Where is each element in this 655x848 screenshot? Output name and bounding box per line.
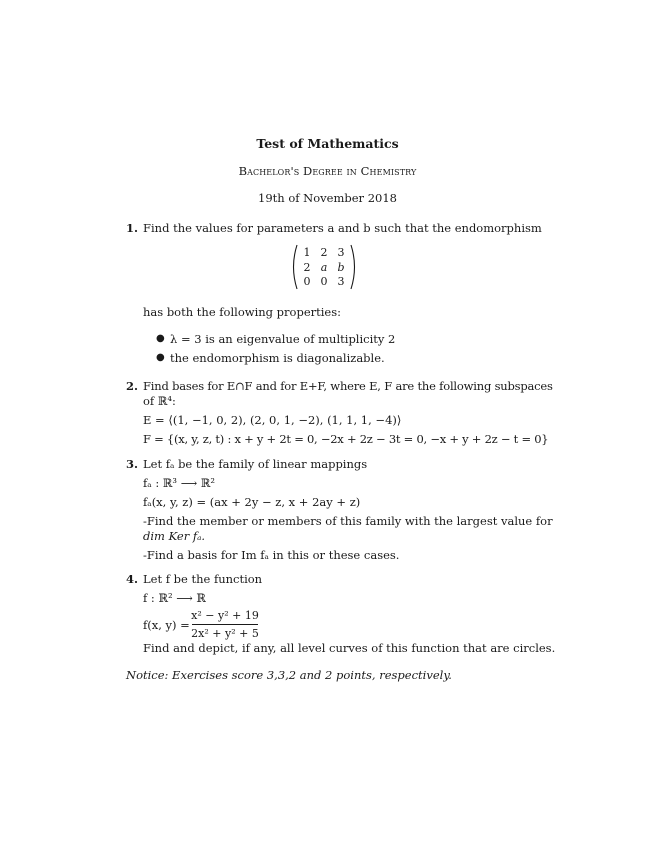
q4-map: f : ℝ² ⟶ ℝ [143, 591, 206, 605]
matrix-cell: 2 [320, 246, 328, 259]
q2-line2: of ℝ⁴: [143, 394, 176, 408]
exam-date: 19th of November 2018 [258, 191, 397, 205]
page-title: Test of Mathematics [256, 136, 399, 151]
q3-map: fₐ : ℝ³ ⟶ ℝ² [143, 476, 216, 490]
q3-task1a: -Find the member or members of this family with the largest value for [143, 514, 553, 528]
bullet-icon: ● [156, 333, 165, 344]
matrix-cell: 1 [303, 246, 311, 259]
q2-subspace-F: F = {(x, y, z, t) : x + y + 2t = 0, −2x + 2z − 3t = 0, −x + y + 2z − t = 0} [143, 432, 549, 446]
q4-line1: Let f be the function [143, 572, 263, 586]
q4-lhs: f(x, y) = [143, 618, 190, 632]
matrix-cell: 0 [303, 275, 311, 288]
bullet-icon: ● [156, 352, 165, 363]
q3-number: 3. [126, 457, 139, 471]
q4-denominator: 2x² + y² + 5 [191, 627, 259, 640]
q1-bullet-1: λ = 3 is an eigenvalue of multiplicity 2 [170, 332, 396, 346]
q1-intro: Find the values for parameters a and b such that the endomorphism [143, 221, 542, 235]
page-subtitle: Bachelor's Degree in Chemistry [238, 164, 417, 178]
q4-number: 4. [126, 572, 139, 586]
notice: Notice: Exercises score 3,3,2 and 2 points, respectively. [126, 668, 452, 682]
q1-after: has both the following properties: [143, 305, 342, 319]
q2-line1: Find bases for E∩F and for E+F, where E, F are the following subspaces [143, 379, 553, 393]
matrix-cell: 3 [337, 275, 345, 288]
matrix-cell: b [337, 261, 345, 274]
q1-matrix [290, 244, 358, 290]
q2-subspace-E: E = ⟨(1, −1, 0, 2), (2, 0, 1, −2), (1, 1, 1, −4)⟩ [143, 413, 402, 427]
matrix-cell: a [320, 261, 328, 274]
q3-task2: -Find a basis for Im fₐ in this or these cases. [143, 548, 400, 562]
q3-task1b: dim Ker fₐ. [143, 529, 206, 543]
matrix-cell: 2 [303, 261, 311, 274]
q1-number: 1. [126, 221, 139, 235]
fraction-bar [192, 624, 258, 625]
q4-task: Find and depict, if any, all level curves of this function that are circles. [143, 641, 556, 655]
q3-line1: Let fₐ be the family of linear mappings [143, 457, 368, 471]
q3-formula: fₐ(x, y, z) = (ax + 2y − z, x + 2ay + z) [143, 495, 361, 509]
q1-bullet-2: the endomorphism is diagonalizable. [170, 351, 385, 365]
q4-numerator: x² − y² + 19 [191, 609, 259, 622]
q2-number: 2. [126, 379, 139, 393]
matrix-cell: 0 [320, 275, 328, 288]
right-paren-icon [350, 244, 358, 290]
matrix-cell: 3 [337, 246, 345, 259]
left-paren-icon [290, 244, 298, 290]
